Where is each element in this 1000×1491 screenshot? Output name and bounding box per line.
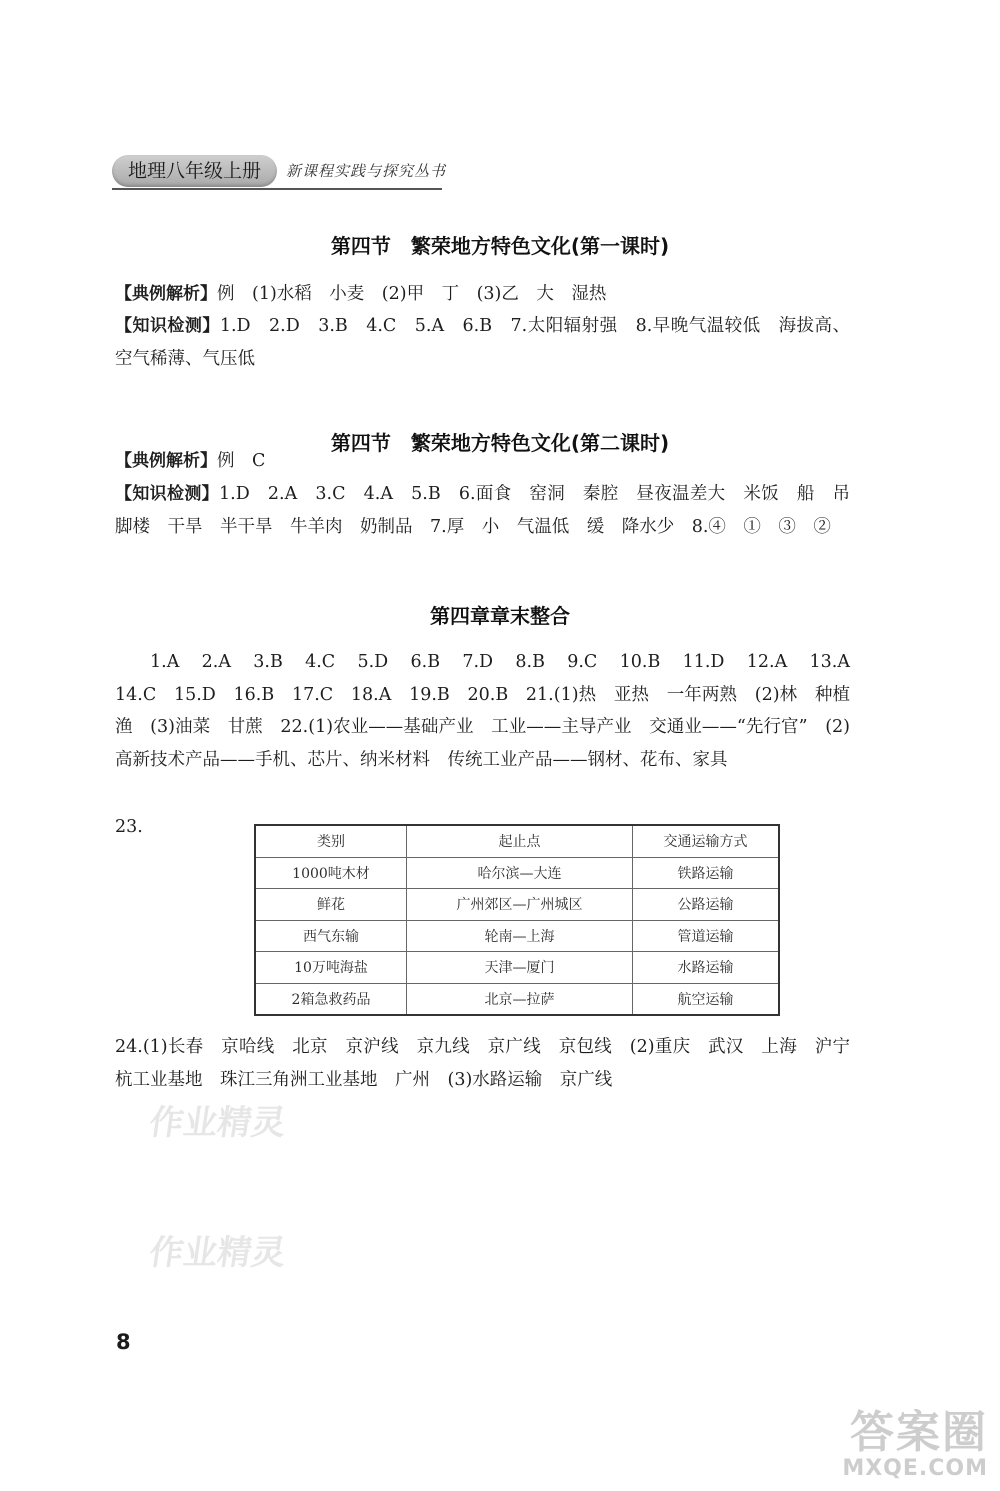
example-text: 例 (1)水稻 小麦 (2)甲 丁 (3)乙 大 湿热 xyxy=(217,284,607,304)
table-cell: 铁路运输 xyxy=(633,857,780,889)
faint-stamp: 作业精灵 xyxy=(146,1233,289,1273)
question23-label: 23. xyxy=(115,817,143,837)
table-row xyxy=(255,983,779,1015)
table-cell: 2箱急救药品 xyxy=(255,983,407,1015)
table-cell: 哈尔滨—大连 xyxy=(407,857,633,889)
header-divider xyxy=(112,188,442,190)
table-row xyxy=(255,952,779,984)
table-row xyxy=(255,857,779,889)
watermark xyxy=(842,1407,988,1481)
example-tag: 【典例解析】 xyxy=(115,284,217,304)
table-cell: 管道运输 xyxy=(633,920,780,952)
table-header-cell: 起止点 xyxy=(407,825,633,857)
table-row xyxy=(255,889,779,921)
check-text: 1.D 2.A 3.C 4.A 5.B 6.面食 窑洞 秦腔 昼夜温差大 米饭 船 吊脚楼 干旱 半干旱 牛羊肉 奶制品 7.厚 小 气温低 缓 降水少 8.④ ① ③ ② xyxy=(115,484,850,537)
table-cell: 航空运输 xyxy=(633,983,780,1015)
series-name: 新课程实践与探究丛书 xyxy=(286,162,447,180)
book-title-tab: 地理八年级上册 xyxy=(112,155,277,187)
page-number: 8 xyxy=(116,1330,131,1354)
watermark-site: MXQE.COM xyxy=(842,1456,988,1481)
section3-title: 第四章章末整合 xyxy=(430,604,570,628)
section3-answers: 1.A 2.A 3.B 4.C 5.D 6.B 7.D 8.B 9.C 10.B 11.D 12.A 13.A 14.C 15.D 16.B 17.C 18.A 19.B 20.B 21.(1)热 亚热 一年两熟 (2)林 种植 渔 (3)油菜 甘蔗 22.(1)农业——基础产业 工业——主导产业 交通业——“先行官” (2)高新技术产品——手机、芯片、纳米材料 传统工业产品——钢材、花布、家具 xyxy=(115,652,868,770)
section2-check xyxy=(115,478,850,543)
section2-title: 第四节 繁荣地方特色文化(第二课时) xyxy=(330,431,670,455)
faint-stamp: 作业精灵 xyxy=(146,1103,289,1143)
section2-example xyxy=(115,445,850,478)
table-row xyxy=(255,920,779,952)
table-cell: 10万吨海盐 xyxy=(255,952,407,984)
table-cell: 天津—厦门 xyxy=(407,952,633,984)
table-cell: 西气东输 xyxy=(255,920,407,952)
section1-check xyxy=(115,310,850,375)
table-header-cell: 类别 xyxy=(255,825,407,857)
table-cell: 水路运输 xyxy=(633,952,780,984)
table-cell: 广州郊区—广州城区 xyxy=(407,889,633,921)
check-tag: 【知识检测】 xyxy=(115,316,220,336)
table-cell: 鲜花 xyxy=(255,889,407,921)
section1-example xyxy=(115,278,850,311)
transport-table xyxy=(254,824,780,1016)
question24-answers: 24.(1)长春 京哈线 北京 京沪线 京九线 京广线 京包线 (2)重庆 武汉 上海 沪宁杭工业基地 珠江三角洲工业基地 广州 (3)水路运输 京广线 xyxy=(115,1037,850,1090)
table-cell: 轮南—上海 xyxy=(407,920,633,952)
example-text: 例 C xyxy=(217,451,266,471)
table-cell: 公路运输 xyxy=(633,889,780,921)
check-tag: 【知识检测】 xyxy=(115,484,219,504)
section1-title: 第四节 繁荣地方特色文化(第一课时) xyxy=(330,234,670,258)
watermark-logo: 答案圈 xyxy=(850,1407,988,1458)
table-cell: 北京—拉萨 xyxy=(407,983,633,1015)
example-tag: 【典例解析】 xyxy=(115,451,217,471)
check-text: 1.D 2.D 3.B 4.C 5.A 6.B 7.太阳辐射强 8.早晚气温较低 海拔高、空气稀薄、气压低 xyxy=(115,316,850,369)
table-header-cell: 交通运输方式 xyxy=(633,825,780,857)
table-cell: 1000吨木材 xyxy=(255,857,407,889)
table-header-row xyxy=(255,825,779,857)
